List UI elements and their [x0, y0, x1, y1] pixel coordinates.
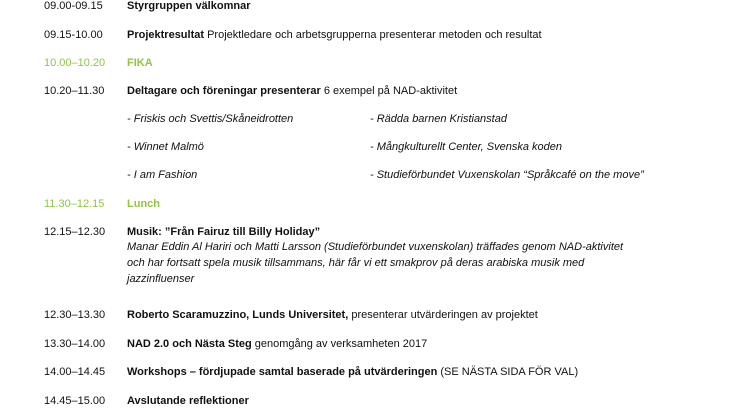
- agenda-description: genomgång av verksamheten 2017: [251, 338, 428, 350]
- agenda-item: [127, 366, 578, 378]
- agenda-description: Projektledare och arbetsgrupperna presenterar metoden och resultat: [204, 29, 542, 41]
- agenda-title: Lunch: [127, 198, 160, 210]
- time-label: 10.00–10.20: [44, 57, 106, 69]
- agenda-item: [127, 57, 153, 69]
- time-label: 11.30–12.15: [44, 198, 105, 210]
- agenda-title: Deltagare och föreningar presenterar: [127, 85, 321, 97]
- agenda-title: Projektresultat: [127, 29, 205, 41]
- agenda-title: NAD 2.0 och Nästa Steg: [127, 338, 252, 350]
- time-label: 13.30–14.00: [44, 338, 106, 350]
- agenda-title: Avslutande reflektioner: [127, 395, 249, 407]
- time-label: 14.45–15.00: [44, 395, 106, 407]
- agenda-item: [127, 226, 320, 238]
- agenda-item: [127, 85, 457, 97]
- agenda-title: Workshops – fördjupade samtal baserade på utvärderingen: [127, 366, 438, 378]
- example-item: - Studieförbundet Vuxenskolan “Språkcafé on the move”: [370, 169, 644, 181]
- example-item: - Rädda barnen Kristianstad: [370, 113, 507, 125]
- agenda-item: [127, 198, 160, 210]
- time-label: 09.15-10.00: [44, 29, 103, 41]
- agenda-title: Roberto Scaramuzzino, Lunds Universitet,: [127, 309, 349, 321]
- time-label: 10.20–11.30: [44, 85, 105, 97]
- agenda-title: FIKA: [127, 57, 153, 69]
- agenda-item: [127, 309, 538, 321]
- agenda-title: Styrgruppen välkomnar: [127, 0, 251, 12]
- example-item: - Friskis och Svettis/Skåneidrotten: [127, 113, 294, 125]
- agenda-item: [127, 0, 250, 12]
- time-label: 09.00-09.15: [44, 0, 103, 12]
- time-label: 14.00–14.45: [44, 366, 106, 378]
- example-item: - Mångkulturellt Center, Svenska koden: [370, 141, 562, 153]
- example-item: - I am Fashion: [127, 169, 198, 181]
- agenda-description: 6 exempel på NAD-aktivitet: [320, 85, 458, 97]
- example-item: - Winnet Malmö: [127, 141, 204, 153]
- agenda-item: [127, 395, 249, 407]
- agenda-item: [127, 29, 542, 41]
- agenda-title: Musik: ”Från Fairuz till Billy Holiday”: [127, 226, 321, 238]
- time-label: 12.30–13.30: [44, 309, 106, 321]
- agenda-description: presenterar utvärderingen av projektet: [348, 309, 538, 321]
- agenda-description: (SE NÄSTA SIDA FÖR VAL): [437, 366, 579, 378]
- agenda-item: [127, 338, 427, 350]
- time-label: 12.15–12.30: [44, 226, 106, 238]
